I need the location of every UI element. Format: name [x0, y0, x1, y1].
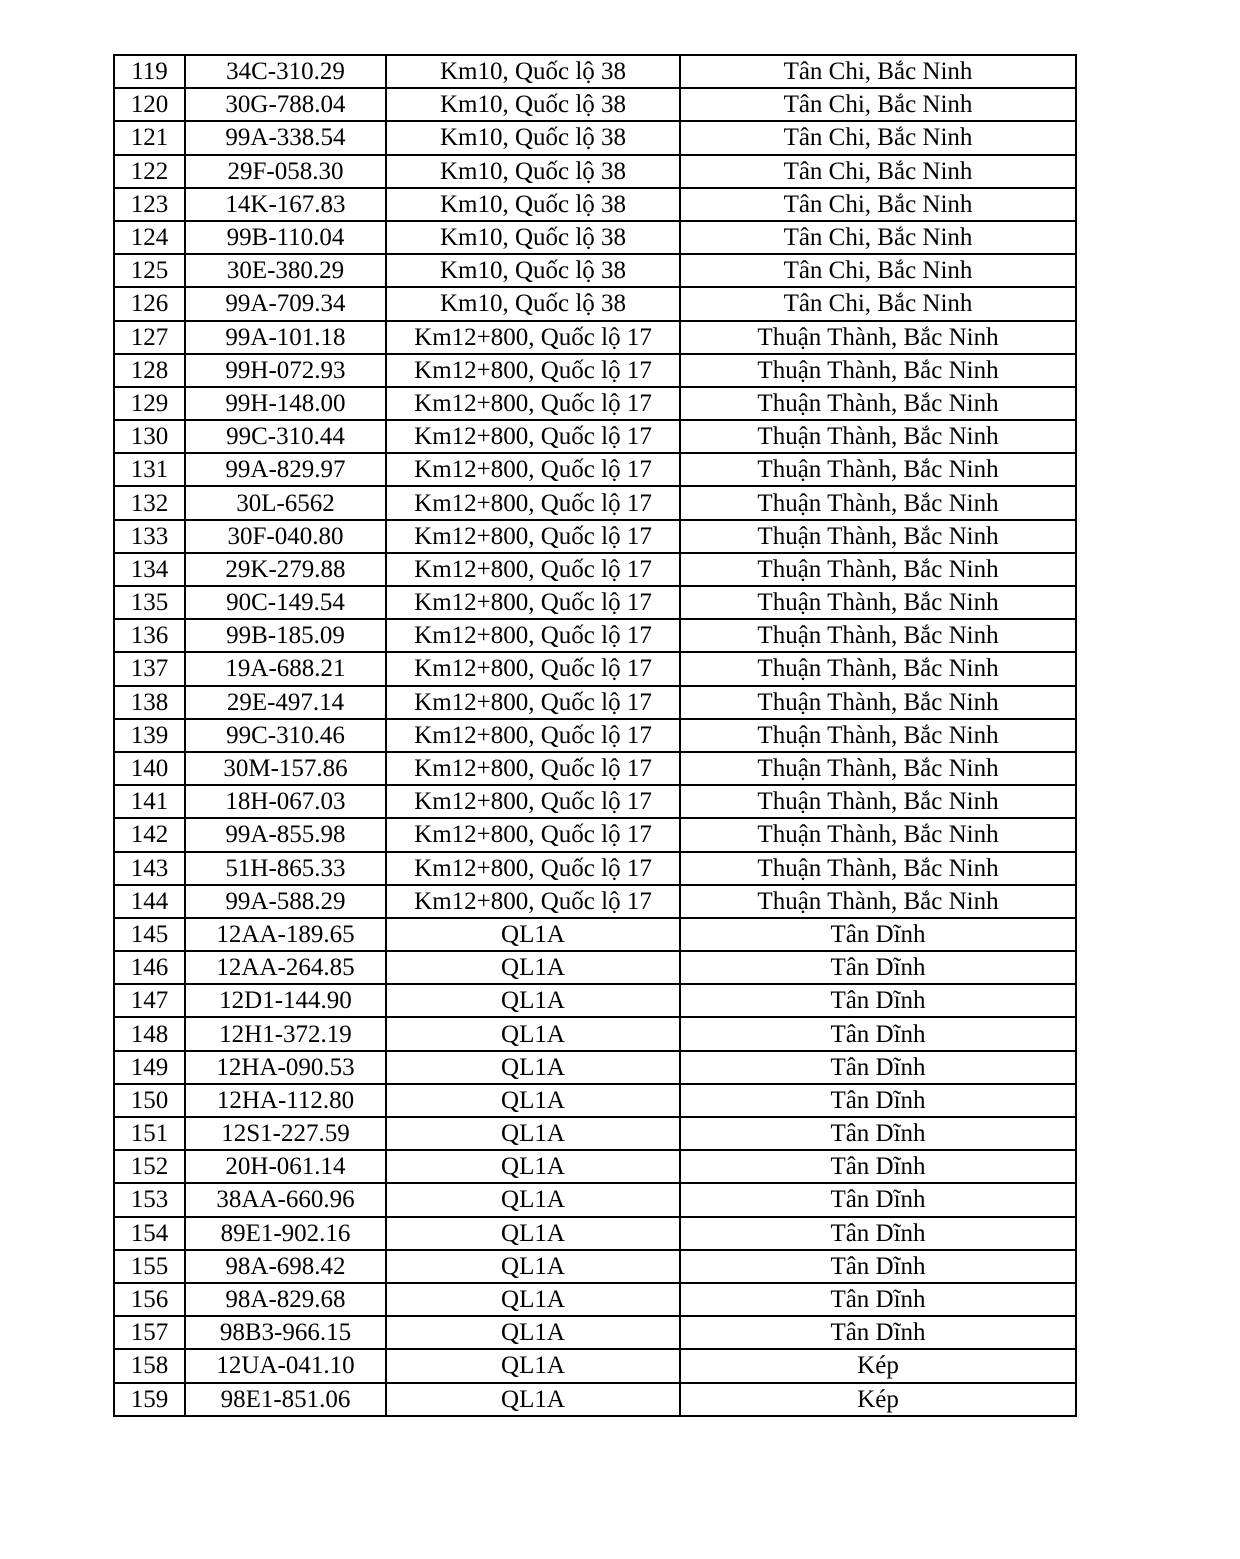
- row-number-cell: 119: [114, 55, 185, 88]
- location-cell: Km12+800, Quốc lộ 17: [386, 453, 680, 486]
- area-cell: Tân Dĩnh: [680, 1217, 1076, 1250]
- location-cell: Km12+800, Quốc lộ 17: [386, 354, 680, 387]
- row-number-cell: 130: [114, 420, 185, 453]
- location-cell: QL1A: [386, 1349, 680, 1382]
- row-number-cell: 158: [114, 1349, 185, 1382]
- area-cell: Tân Chi, Bắc Ninh: [680, 155, 1076, 188]
- area-cell: Thuận Thành, Bắc Ninh: [680, 852, 1076, 885]
- area-cell: Thuận Thành, Bắc Ninh: [680, 785, 1076, 818]
- table-row: [114, 55, 1076, 88]
- area-cell: Tân Chi, Bắc Ninh: [680, 254, 1076, 287]
- table-row: [114, 453, 1076, 486]
- table-row: [114, 387, 1076, 420]
- row-number-cell: 129: [114, 387, 185, 420]
- table-row: [114, 686, 1076, 719]
- table-row: [114, 885, 1076, 918]
- area-cell: Thuận Thành, Bắc Ninh: [680, 453, 1076, 486]
- table-row: [114, 719, 1076, 752]
- license-plate-cell: 89E1-902.16: [185, 1217, 386, 1250]
- row-number-cell: 159: [114, 1383, 185, 1416]
- location-cell: Km12+800, Quốc lộ 17: [386, 719, 680, 752]
- license-plate-cell: 99A-829.97: [185, 453, 386, 486]
- location-cell: Km12+800, Quốc lộ 17: [386, 752, 680, 785]
- area-cell: Tân Dĩnh: [680, 1283, 1076, 1316]
- area-cell: Thuận Thành, Bắc Ninh: [680, 586, 1076, 619]
- violation-table: [113, 54, 1077, 1417]
- license-plate-cell: 99A-588.29: [185, 885, 386, 918]
- table-row: [114, 1316, 1076, 1349]
- license-plate-cell: 34C-310.29: [185, 55, 386, 88]
- row-number-cell: 150: [114, 1084, 185, 1117]
- area-cell: Tân Dĩnh: [680, 1084, 1076, 1117]
- license-plate-cell: 99B-110.04: [185, 221, 386, 254]
- license-plate-cell: 12H1-372.19: [185, 1017, 386, 1050]
- license-plate-cell: 12AA-189.65: [185, 918, 386, 951]
- location-cell: Km12+800, Quốc lộ 17: [386, 387, 680, 420]
- area-cell: Thuận Thành, Bắc Ninh: [680, 321, 1076, 354]
- area-cell: Thuận Thành, Bắc Ninh: [680, 520, 1076, 553]
- license-plate-cell: 90C-149.54: [185, 586, 386, 619]
- row-number-cell: 140: [114, 752, 185, 785]
- license-plate-cell: 29E-497.14: [185, 686, 386, 719]
- table-row: [114, 1183, 1076, 1216]
- location-cell: QL1A: [386, 1383, 680, 1416]
- area-cell: Kép: [680, 1383, 1076, 1416]
- license-plate-cell: 99C-310.46: [185, 719, 386, 752]
- table-row: [114, 1283, 1076, 1316]
- table-row: [114, 1250, 1076, 1283]
- table-row: [114, 155, 1076, 188]
- table-row: [114, 254, 1076, 287]
- table-row: [114, 619, 1076, 652]
- row-number-cell: 143: [114, 852, 185, 885]
- location-cell: Km10, Quốc lộ 38: [386, 188, 680, 221]
- table-row: [114, 1117, 1076, 1150]
- license-plate-cell: 51H-865.33: [185, 852, 386, 885]
- location-cell: Km12+800, Quốc lộ 17: [386, 686, 680, 719]
- row-number-cell: 124: [114, 221, 185, 254]
- row-number-cell: 137: [114, 652, 185, 685]
- table-row: [114, 1383, 1076, 1416]
- location-cell: Km10, Quốc lộ 38: [386, 121, 680, 154]
- row-number-cell: 120: [114, 88, 185, 121]
- area-cell: Thuận Thành, Bắc Ninh: [680, 752, 1076, 785]
- table-row: [114, 918, 1076, 951]
- table-row: [114, 1017, 1076, 1050]
- row-number-cell: 154: [114, 1217, 185, 1250]
- license-plate-cell: 99H-072.93: [185, 354, 386, 387]
- area-cell: Tân Dĩnh: [680, 1017, 1076, 1050]
- row-number-cell: 138: [114, 686, 185, 719]
- license-plate-cell: 38AA-660.96: [185, 1183, 386, 1216]
- table-row: [114, 121, 1076, 154]
- table-row: [114, 1217, 1076, 1250]
- license-plate-cell: 20H-061.14: [185, 1150, 386, 1183]
- table-row: [114, 321, 1076, 354]
- license-plate-cell: 30L-6562: [185, 486, 386, 519]
- area-cell: Tân Dĩnh: [680, 918, 1076, 951]
- row-number-cell: 157: [114, 1316, 185, 1349]
- location-cell: QL1A: [386, 1250, 680, 1283]
- license-plate-cell: 12HA-112.80: [185, 1084, 386, 1117]
- area-cell: Thuận Thành, Bắc Ninh: [680, 420, 1076, 453]
- location-cell: QL1A: [386, 1283, 680, 1316]
- location-cell: Km12+800, Quốc lộ 17: [386, 885, 680, 918]
- area-cell: Tân Dĩnh: [680, 1117, 1076, 1150]
- location-cell: Km12+800, Quốc lộ 17: [386, 785, 680, 818]
- location-cell: QL1A: [386, 1150, 680, 1183]
- row-number-cell: 152: [114, 1150, 185, 1183]
- area-cell: Tân Dĩnh: [680, 1150, 1076, 1183]
- area-cell: Tân Dĩnh: [680, 1316, 1076, 1349]
- license-plate-cell: 99H-148.00: [185, 387, 386, 420]
- row-number-cell: 151: [114, 1117, 185, 1150]
- license-plate-cell: 12D1-144.90: [185, 984, 386, 1017]
- license-plate-cell: 30M-157.86: [185, 752, 386, 785]
- license-plate-cell: 98A-698.42: [185, 1250, 386, 1283]
- license-plate-cell: 12S1-227.59: [185, 1117, 386, 1150]
- area-cell: Thuận Thành, Bắc Ninh: [680, 619, 1076, 652]
- row-number-cell: 135: [114, 586, 185, 619]
- area-cell: Thuận Thành, Bắc Ninh: [680, 553, 1076, 586]
- location-cell: Km10, Quốc lộ 38: [386, 55, 680, 88]
- area-cell: Thuận Thành, Bắc Ninh: [680, 387, 1076, 420]
- row-number-cell: 133: [114, 520, 185, 553]
- location-cell: QL1A: [386, 951, 680, 984]
- table-row: [114, 752, 1076, 785]
- area-cell: Tân Chi, Bắc Ninh: [680, 88, 1076, 121]
- location-cell: Km12+800, Quốc lộ 17: [386, 586, 680, 619]
- table-row: [114, 852, 1076, 885]
- location-cell: QL1A: [386, 1017, 680, 1050]
- license-plate-cell: 19A-688.21: [185, 652, 386, 685]
- table-row: [114, 785, 1076, 818]
- license-plate-cell: 30E-380.29: [185, 254, 386, 287]
- location-cell: QL1A: [386, 1117, 680, 1150]
- row-number-cell: 142: [114, 818, 185, 851]
- license-plate-cell: 99B-185.09: [185, 619, 386, 652]
- location-cell: Km10, Quốc lộ 38: [386, 221, 680, 254]
- license-plate-cell: 98A-829.68: [185, 1283, 386, 1316]
- row-number-cell: 131: [114, 453, 185, 486]
- table-row: [114, 1084, 1076, 1117]
- location-cell: Km10, Quốc lộ 38: [386, 254, 680, 287]
- table-row: [114, 188, 1076, 221]
- row-number-cell: 127: [114, 321, 185, 354]
- location-cell: QL1A: [386, 984, 680, 1017]
- area-cell: Kép: [680, 1349, 1076, 1382]
- row-number-cell: 122: [114, 155, 185, 188]
- area-cell: Tân Dĩnh: [680, 984, 1076, 1017]
- row-number-cell: 132: [114, 486, 185, 519]
- area-cell: Tân Chi, Bắc Ninh: [680, 121, 1076, 154]
- license-plate-cell: 99C-310.44: [185, 420, 386, 453]
- license-plate-cell: 29F-058.30: [185, 155, 386, 188]
- location-cell: QL1A: [386, 1316, 680, 1349]
- license-plate-cell: 12UA-041.10: [185, 1349, 386, 1382]
- license-plate-cell: 99A-101.18: [185, 321, 386, 354]
- location-cell: QL1A: [386, 1084, 680, 1117]
- table-row: [114, 1349, 1076, 1382]
- location-cell: Km10, Quốc lộ 38: [386, 287, 680, 320]
- table-row: [114, 1051, 1076, 1084]
- location-cell: QL1A: [386, 1217, 680, 1250]
- location-cell: Km12+800, Quốc lộ 17: [386, 420, 680, 453]
- area-cell: Tân Chi, Bắc Ninh: [680, 221, 1076, 254]
- row-number-cell: 123: [114, 188, 185, 221]
- table-row: [114, 586, 1076, 619]
- area-cell: Tân Dĩnh: [680, 1051, 1076, 1084]
- table-row: [114, 984, 1076, 1017]
- location-cell: Km12+800, Quốc lộ 17: [386, 818, 680, 851]
- row-number-cell: 156: [114, 1283, 185, 1316]
- license-plate-cell: 18H-067.03: [185, 785, 386, 818]
- row-number-cell: 139: [114, 719, 185, 752]
- row-number-cell: 153: [114, 1183, 185, 1216]
- area-cell: Tân Chi, Bắc Ninh: [680, 287, 1076, 320]
- table-row: [114, 420, 1076, 453]
- license-plate-cell: 14K-167.83: [185, 188, 386, 221]
- table-row: [114, 287, 1076, 320]
- table-row: [114, 951, 1076, 984]
- location-cell: Km10, Quốc lộ 38: [386, 155, 680, 188]
- row-number-cell: 126: [114, 287, 185, 320]
- location-cell: Km12+800, Quốc lộ 17: [386, 553, 680, 586]
- row-number-cell: 141: [114, 785, 185, 818]
- location-cell: Km12+800, Quốc lộ 17: [386, 619, 680, 652]
- row-number-cell: 145: [114, 918, 185, 951]
- row-number-cell: 148: [114, 1017, 185, 1050]
- row-number-cell: 125: [114, 254, 185, 287]
- license-plate-cell: 30F-040.80: [185, 520, 386, 553]
- location-cell: Km12+800, Quốc lộ 17: [386, 652, 680, 685]
- location-cell: QL1A: [386, 918, 680, 951]
- table-row: [114, 221, 1076, 254]
- license-plate-cell: 99A-338.54: [185, 121, 386, 154]
- table-row: [114, 354, 1076, 387]
- table-row: [114, 1150, 1076, 1183]
- row-number-cell: 134: [114, 553, 185, 586]
- license-plate-cell: 98B3-966.15: [185, 1316, 386, 1349]
- area-cell: Thuận Thành, Bắc Ninh: [680, 652, 1076, 685]
- license-plate-cell: 99A-855.98: [185, 818, 386, 851]
- row-number-cell: 144: [114, 885, 185, 918]
- row-number-cell: 136: [114, 619, 185, 652]
- table-row: [114, 520, 1076, 553]
- location-cell: QL1A: [386, 1183, 680, 1216]
- table-row: [114, 818, 1076, 851]
- license-plate-cell: 99A-709.34: [185, 287, 386, 320]
- location-cell: Km12+800, Quốc lộ 17: [386, 486, 680, 519]
- location-cell: Km10, Quốc lộ 38: [386, 88, 680, 121]
- area-cell: Thuận Thành, Bắc Ninh: [680, 486, 1076, 519]
- row-number-cell: 146: [114, 951, 185, 984]
- license-plate-cell: 29K-279.88: [185, 553, 386, 586]
- area-cell: Thuận Thành, Bắc Ninh: [680, 719, 1076, 752]
- area-cell: Thuận Thành, Bắc Ninh: [680, 818, 1076, 851]
- table-row: [114, 486, 1076, 519]
- area-cell: Tân Dĩnh: [680, 1250, 1076, 1283]
- area-cell: Thuận Thành, Bắc Ninh: [680, 354, 1076, 387]
- license-plate-cell: 98E1-851.06: [185, 1383, 386, 1416]
- row-number-cell: 149: [114, 1051, 185, 1084]
- table-row: [114, 88, 1076, 121]
- license-plate-cell: 30G-788.04: [185, 88, 386, 121]
- license-plate-cell: 12HA-090.53: [185, 1051, 386, 1084]
- license-plate-cell: 12AA-264.85: [185, 951, 386, 984]
- row-number-cell: 121: [114, 121, 185, 154]
- row-number-cell: 147: [114, 984, 185, 1017]
- location-cell: Km12+800, Quốc lộ 17: [386, 520, 680, 553]
- table-row: [114, 553, 1076, 586]
- row-number-cell: 128: [114, 354, 185, 387]
- area-cell: Tân Dĩnh: [680, 1183, 1076, 1216]
- location-cell: Km12+800, Quốc lộ 17: [386, 852, 680, 885]
- area-cell: Thuận Thành, Bắc Ninh: [680, 885, 1076, 918]
- area-cell: Tân Dĩnh: [680, 951, 1076, 984]
- location-cell: QL1A: [386, 1051, 680, 1084]
- area-cell: Tân Chi, Bắc Ninh: [680, 188, 1076, 221]
- area-cell: Thuận Thành, Bắc Ninh: [680, 686, 1076, 719]
- location-cell: Km12+800, Quốc lộ 17: [386, 321, 680, 354]
- table-body: [114, 55, 1076, 1416]
- area-cell: Tân Chi, Bắc Ninh: [680, 55, 1076, 88]
- table-row: [114, 652, 1076, 685]
- row-number-cell: 155: [114, 1250, 185, 1283]
